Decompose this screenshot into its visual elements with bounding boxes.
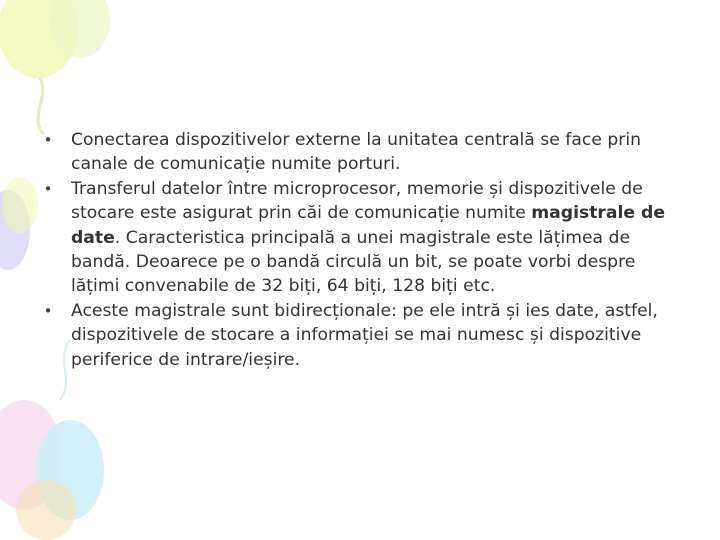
balloon-peach [16, 480, 76, 540]
slide-body [42, 128, 682, 372]
bullet-text-2-end: . Caracteristica principală a unei magistrale este lățimea de bandă. Deoarece pe o bandă circulă un bit, se poate vorbi despre lățimi convenabile de 32 biți, 64 biți, 128 biți etc. [71, 227, 636, 297]
bullet-icon: • [43, 301, 53, 320]
balloon-string-top [38, 78, 44, 135]
bullet-item-3 [42, 299, 682, 372]
bullet-icon: • [43, 179, 53, 198]
balloon-yellow-left [2, 177, 38, 233]
bullet-text-2-start: Transferul datelor între microprocesor, memorie și dispozitivele de stocare este asigurat prin căi de comunicație numite [71, 178, 643, 224]
bullet-text-2-bold: magistrale de date [71, 203, 665, 248]
bullet-item-2 [42, 177, 682, 299]
bullet-list [42, 128, 682, 372]
bullet-text-3: Aceste magistrale sunt bidirecționale: pe ele intră și ies date, astfel, dispozitivele de stocare a informației se mai numesc și dispozitive periferice de intrare/ieșire. [71, 300, 658, 370]
bullet-text-1: Conectarea dispozitivelor externe la unitatea centrală se face prin canale de comunicație numite porturi. [71, 130, 642, 175]
bullet-icon: • [43, 131, 53, 149]
bullet-item-1 [42, 128, 682, 177]
